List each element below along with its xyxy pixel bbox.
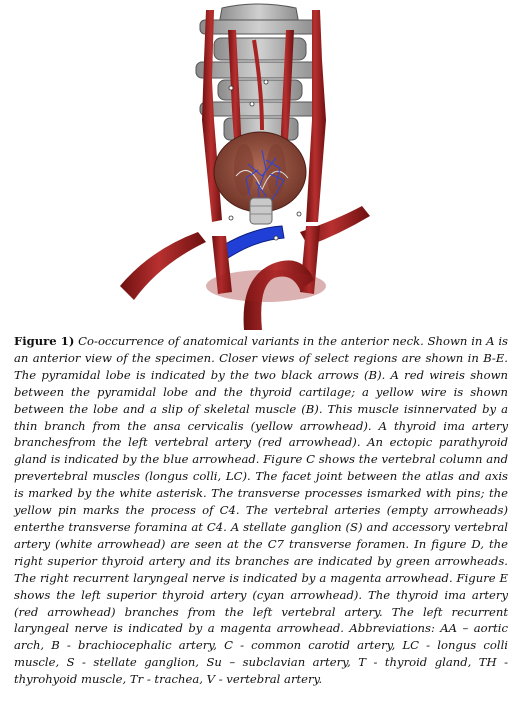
brachiocephalic-vein [222,226,284,258]
anatomical-illustration [0,0,517,330]
trachea [250,198,272,224]
figure-label: Figure 1) [14,334,75,348]
figure-caption [14,333,508,688]
aortic-arch [206,226,326,330]
figure-caption-text: Co-occurrence of anatomical variants in the anterior neck. Shown in A is an anterior view of the specimen. Closer views of select regions are shown in B-E. The pyramidal lobe is indicated by the two black arrows (B). A red wireis shown between the pyramidal lobe and the thyroid cartilage; a yellow wire is shown between the lobe and a slip of skeletal muscle (B). This muscle isinnervated by a thin branch from the ansa cervicalis (yellow arrowhead). A thyroid ima artery branchesfrom the left vertebral artery (red arrowhead). An ectopic parathyroid gland is indicated by the blue arrowhead. Figure C shows the vertebral column and prevertebral muscles (longus colli, LC). The facet joint between the atlas and axis is marked by the white asterisk. The transverse processes ismarked with pins; the yellow pin marks the process of C4. The vertebral arteries (empty arrowheads) enterthe transverse foramina at C4. A stellate ganglion (S) and accessory vertebral artery (white arrowhead) are seen at the C7 transverse foramen. In figure D, the right superior thyroid artery and its branches are indicated by green arrowheads. The right recurrent laryngeal nerve is indicated by a magenta arrowhead. Figure E shows the left superior thyroid artery (cyan arrowhead). The thyroid ima artery (red arrowhead) branches from the left vertebral artery. The left recurrent laryngeal nerve is indicated by a magenta arrowhead. Abbreviations: AA – aortic arch, B - brachiocephalic artery, C - common carotid artery, LC - longus colli muscle, S - stellate ganglion, Su – subclavian artery, T - thyroid gland, TH - thyrohyoid muscle, Tr - trachea, V - vertebral artery. [14,334,509,687]
